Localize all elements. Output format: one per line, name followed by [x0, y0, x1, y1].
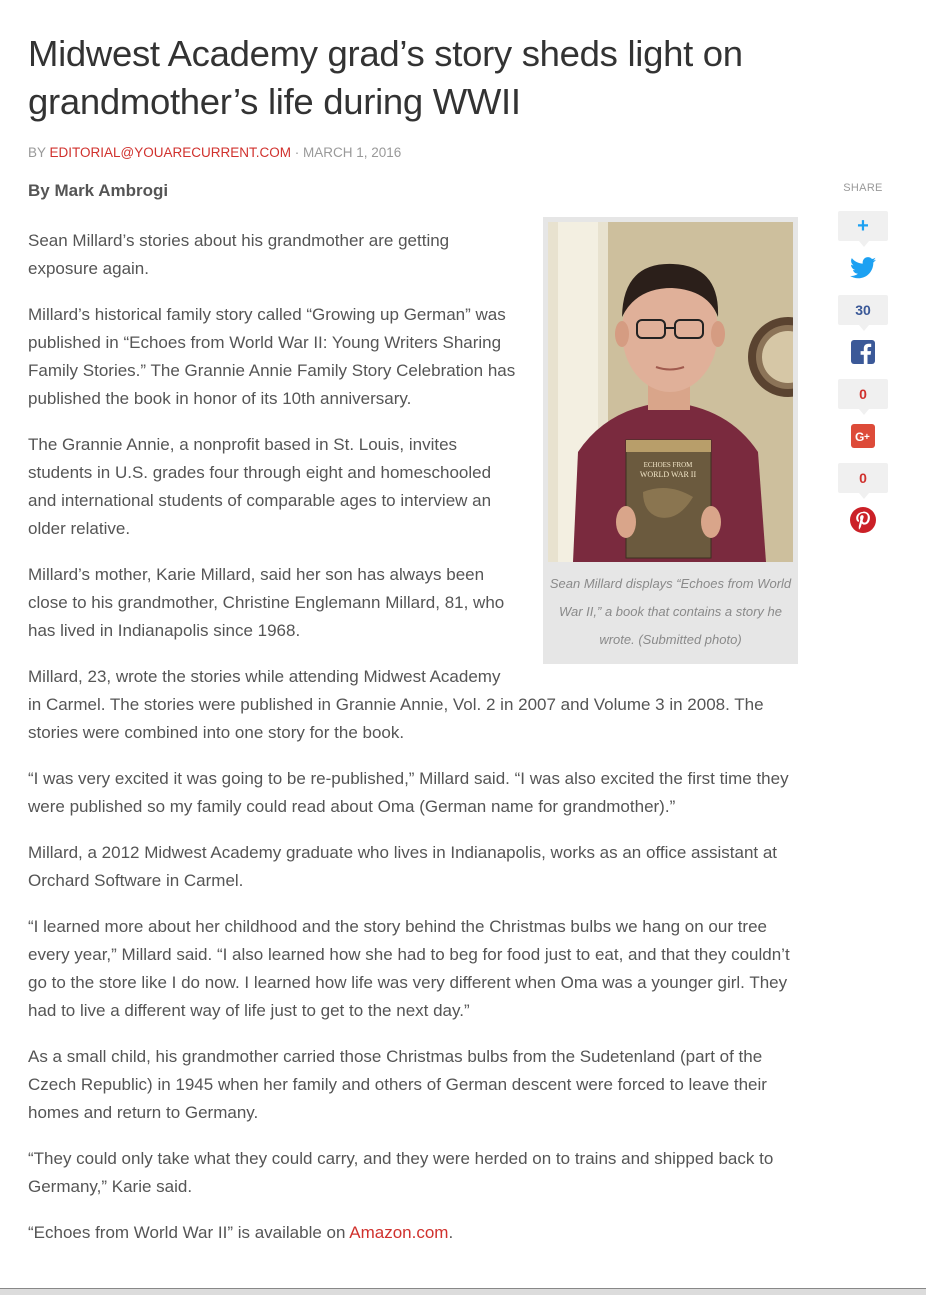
- amazon-link[interactable]: Amazon.com: [349, 1223, 449, 1242]
- paragraph: “They could only take what they could carry, and they were herded on to trains and shipped back to Germany,” Karie said.: [28, 1149, 774, 1196]
- facebook-share-count: 0: [838, 379, 888, 409]
- article-title: Midwest Academy grad’s story sheds light on grandmother’s life during WWII: [28, 33, 743, 122]
- googleplus-icon: [851, 424, 875, 448]
- by-prefix: BY: [28, 145, 46, 160]
- paragraph-availability: [28, 1219, 798, 1247]
- paragraph: Millard’s mother, Karie Millard, said her son has always been close to his grandmother, Christine Englemann Millard, 81, who has lived in Indianapolis since 1968.: [28, 565, 505, 640]
- svg-text:+: +: [864, 432, 870, 443]
- svg-text:G: G: [855, 430, 865, 444]
- pinterest-icon: [850, 507, 876, 533]
- twitter-share-count: 30: [838, 295, 888, 325]
- availability-text: “Echoes from World War II” is available on: [28, 1223, 350, 1242]
- article-meta: [28, 145, 798, 160]
- paragraph: “I learned more about her childhood and the story behind the Christmas bulbs we hang on our tree every year,” Millard said. “I also learned how she had to beg for food just to eat, and that they couldn’t go to the store like I do now. I learned how life was very different when Oma was a younger girl. They had to live a different way of life just to get to the next day.”: [28, 917, 790, 1020]
- paragraph: Millard, 23, wrote the stories while attending Midwest Academy in Carmel. The stories were published in Grannie Annie, Vol. 2 in 2007 and Volume 3 in 2008. The stories were combined into one story for the book.: [28, 667, 764, 742]
- facebook-icon: [851, 340, 875, 364]
- book-title-line2: WORLD WAR II: [639, 470, 697, 479]
- article-date: MARCH 1, 2016: [303, 145, 402, 160]
- paragraph: Millard’s historical family story called “Growing up German” was published in “Echoes from World War II: Young Writers Sharing Family Stories.” The Grannie Annie Family Story Celebration has published the book in honor of its 10th anniversary.: [28, 305, 516, 408]
- photo-caption: Sean Millard displays “Echoes from World War II,” a book that contains a story he wrote. (Submitted photo): [549, 576, 792, 647]
- share-label: SHARE: [843, 182, 883, 194]
- paragraph: Sean Millard’s stories about his grandmother are getting exposure again.: [28, 231, 450, 278]
- twitter-icon: [850, 257, 876, 279]
- facebook-share-button[interactable]: [838, 325, 888, 379]
- article: [28, 0, 798, 1265]
- meta-separator: ·: [291, 145, 304, 160]
- share-more-button[interactable]: [838, 211, 888, 241]
- twitter-share-button[interactable]: [838, 241, 888, 295]
- paragraph: “I was very excited it was going to be re-published,” Millard said. “I was also excited the first time they were published so my family could read about Oma (German name for grandmother).”: [28, 769, 789, 816]
- availability-suffix: .: [448, 1223, 454, 1242]
- share-bar: [838, 182, 888, 547]
- paragraph: The Grannie Annie, a nonprofit based in St. Louis, invites students in U.S. grades four through eight and homeschooled and international students of comparable ages to interview an older relative.: [28, 435, 492, 538]
- book-title-line1: ECHOES FROM: [643, 461, 693, 469]
- article-body: [28, 227, 798, 1247]
- googleplus-share-count: 0: [838, 463, 888, 493]
- paragraph: As a small child, his grandmother carried those Christmas bulbs from the Sudetenland (part of the Czech Republic) in 1945 when her family and others of German descent were forced to leave their homes and return to Germany.: [28, 1047, 767, 1122]
- author-email-link[interactable]: EDITORIAL@YOUARECURRENT.COM: [49, 145, 292, 160]
- paragraph: Millard, a 2012 Midwest Academy graduate who lives in Indianapolis, works as an office assistant at Orchard Software in Carmel.: [28, 843, 778, 890]
- pinterest-share-button[interactable]: [838, 493, 888, 547]
- photo-illustration: [548, 222, 793, 562]
- photo[interactable]: [548, 222, 793, 562]
- plus-icon: +: [857, 215, 869, 237]
- photo-figure: [543, 217, 798, 664]
- googleplus-share-button[interactable]: [838, 409, 888, 463]
- byline: By Mark Ambrogi: [28, 181, 169, 200]
